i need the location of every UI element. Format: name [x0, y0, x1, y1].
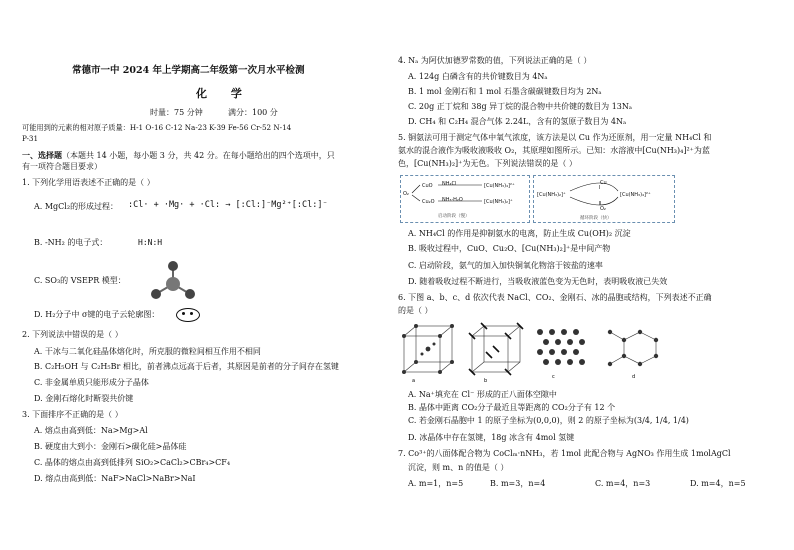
- fig-cuo: CuO: [422, 183, 433, 189]
- q4-option-d: D. CH₄ 和 C₂H₄ 混合气体 2.24L，含有的氢原子数目为 4Nₐ: [408, 117, 627, 126]
- q6-option-b: B. 晶体中距离 CO₂分子最近且等距离的 CO₂分子有 12 个: [408, 403, 616, 412]
- q7-option-d: D. m=4，n=5: [690, 479, 746, 488]
- q1-option-d: D. H₂分子中 σ键的电子云轮廓图：: [34, 310, 160, 319]
- q4-option-a: A. 124g 白磷含有的共价键数目为 4Nₐ: [408, 72, 548, 81]
- q2-option-c: C. 非金属单质只能形成分子晶体: [34, 378, 149, 387]
- exam-time: 时量：75 分钟: [150, 108, 203, 117]
- q2-option-d: D. 金刚石熔化时断裂共价键: [34, 394, 134, 403]
- diamond-structure: [532, 322, 594, 384]
- exam-score: 满分：100 分: [228, 108, 278, 117]
- cu-ammonia-mechanism-diagram: [400, 175, 674, 225]
- q4-option-b: B. 1 mol 金刚石和 1 mol 石墨含碳碳键数目均为 2Nₐ: [408, 87, 602, 96]
- q2-option-b: B. C₂H₅OH 与 C₂H₅Br 相比，前者沸点远高于后者，其原因是前者的分子间存在氢键: [34, 362, 339, 371]
- q6-option-c: C. 若金刚石晶胞中 1 的原子坐标为(0,0,0)，则 2 的原子坐标为(3/4, 1/4, 1/4): [408, 416, 689, 425]
- q6-stem: 6. 下图 a、b、c、d 依次代表 NaCl、CO₂、金刚石、冰的晶胞或结构，下列表述不正确: [398, 293, 712, 302]
- q5-stem-3: 色，[Cu(NH₃)₂]⁺为无色。下列说法错误的是（ ）: [398, 159, 577, 168]
- so3-vsepr-model: [148, 260, 198, 304]
- q6-stem-2: 的是（ ）: [398, 306, 433, 315]
- q1-option-c: C. SO₃的 VSEPR 模型：: [34, 276, 126, 285]
- fig-nh3h2o: NH₃·H₂O: [442, 197, 463, 203]
- fig-roman-1: Ⅰ: [599, 185, 601, 191]
- fig-cycle-cu: Cu: [600, 180, 607, 186]
- q4-stem: 4. Nₐ 为阿伏加德罗常数的值，下列说法正确的是（ ）: [398, 56, 592, 65]
- q1-a-formula: :Cl· + ·Mg· + ·Cl: → [:Cl:]⁻Mg²⁺[:Cl:]⁻: [128, 200, 328, 210]
- q3-option-b: B. 硬度由大到小：金刚石>碳化硅>晶体硅: [34, 442, 187, 451]
- nacl-unit-cell: [398, 322, 460, 384]
- q7-stem-2: 沉淀，则 m、n 的值是（ ）: [408, 463, 509, 472]
- ice-structure: [600, 322, 670, 384]
- fig-label-a: a: [412, 378, 416, 384]
- q5-option-b: B. 吸收过程中，CuO、Cu₂O、[Cu(NH₃)₂]⁺是中间产物: [408, 244, 611, 253]
- section-title: 一、选择题: [22, 150, 62, 160]
- q3-option-d: D. 熔点由高到低：NaF>NaCl>NaBr>NaI: [34, 474, 196, 483]
- fig-nh4cl-top: NH₄Cl: [442, 181, 457, 187]
- q1-b-formula: H:N:H: [138, 238, 163, 247]
- q5-stem-2: 氨水的混合液作为吸收液吸收 O₂，其原理如图所示。已知：水溶液中[Cu(NH₃)₄]²⁺为蓝: [398, 146, 710, 155]
- fig-cycle-caption: 循环阶段（快）: [580, 216, 612, 221]
- subject-title: 化 学: [196, 87, 252, 100]
- h2-sigma-orbital-diagram: [176, 308, 200, 322]
- q4-option-c: C. 20g 正丁烷和 38g 异丁烷的混合物中共价键的数目为 13Nₐ: [408, 102, 632, 111]
- atomic-masses-cont: P-31: [22, 134, 39, 143]
- q1-option-b: B. -NH₂ 的电子式：: [34, 238, 108, 247]
- q5-option-c: C. 启动阶段，氨气的加入加快铜氧化物溶于铵盐的速率: [408, 261, 603, 270]
- fig-cu2o: Cu₂O: [422, 199, 435, 205]
- q5-option-d: D. 随着吸收过程不断进行，当吸收液蓝色变为无色时，表明吸收液已失效: [408, 277, 668, 286]
- section-heading: [22, 150, 335, 161]
- q6-option-a: A. Na⁺填充在 Cl⁻ 形成的正八面体空隙中: [408, 390, 557, 399]
- q3-stem: 3. 下面排序不正确的是（ ）: [22, 410, 123, 419]
- fig-roman-2: Ⅱ: [599, 201, 602, 207]
- fig-cycle-o2: O₂: [600, 206, 606, 212]
- fig-label-b: b: [484, 378, 488, 384]
- q7-option-a: A. m=1，n=5: [408, 479, 464, 488]
- section-desc-cont: 有一项符合题目要求）: [22, 162, 102, 171]
- q3-option-c: C. 晶体的熔点由高到低排列 SiO₂>CaCl₂>CBr₄>CF₄: [34, 458, 231, 467]
- q5-stem: 5. 铜氨法可用于测定气体中氧气浓度，该方法是以 Cu 作为还原剂，用一定量 NH₄Cl 和: [398, 133, 712, 142]
- q7-stem: 7. Co³⁺的八面体配合物为 CoClₘ·nNH₃，若 1mol 此配合物与 AgNO₃ 作用生成 1molAgCl: [398, 449, 731, 458]
- fig-cu-nh3-4: [Cu(NH₃)₄]²⁺: [484, 183, 515, 189]
- q7-option-c: C. m=4，n=3: [595, 479, 651, 488]
- q1-stem: 1. 下列化学用语表述不正确的是（ ）: [22, 178, 155, 187]
- q2-option-a: A. 干冰与二氧化硅晶体熔化时，所克服的微粒间相互作用不相同: [34, 347, 261, 356]
- fig-cycle-cu-nh3-4: [Cu(NH₃)₄]²⁺: [620, 192, 651, 198]
- q3-option-a: A. 熔点由高到低：Na>Mg>Al: [34, 426, 148, 435]
- exam-title: 常德市一中 2024 年上学期高二年级第一次月水平检测: [72, 65, 305, 76]
- fig-label-d: d: [632, 374, 636, 380]
- q5-option-a: A. NH₄Cl 的作用是抑制氨水的电离，防止生成 Cu(OH)₂ 沉淀: [408, 229, 631, 238]
- fig-o2-left: O₂: [403, 191, 409, 197]
- co2-unit-cell: [466, 322, 528, 384]
- q2-stem: 2. 下列说法中错误的是（ ）: [22, 330, 123, 339]
- atomic-masses: 可能用到的元素的相对原子质量：H-1 O-16 C-12 Na-23 K-39 Fe-56 Cr-52 N-14: [22, 123, 292, 132]
- q6-option-d: D. 冰晶体中存在氢键，18g 冰含有 4mol 氢键: [408, 433, 575, 442]
- q1-option-a: A. MgCl₂的形成过程：: [34, 202, 119, 211]
- section-desc: （本题共 14 小题，每小题 3 分，共 42 分。在每小题给出的四个选项中，只: [62, 151, 335, 160]
- fig-startup-caption: 启动阶段（慢）: [438, 214, 470, 219]
- fig-cycle-cu-nh3-2: [Cu(NH₃)₂]⁺: [537, 192, 566, 198]
- fig-cu-nh3-2: [Cu(NH₃)₂]⁺: [484, 199, 513, 205]
- q7-option-b: B. m=3，n=4: [490, 479, 546, 488]
- fig-label-c: c: [552, 374, 555, 380]
